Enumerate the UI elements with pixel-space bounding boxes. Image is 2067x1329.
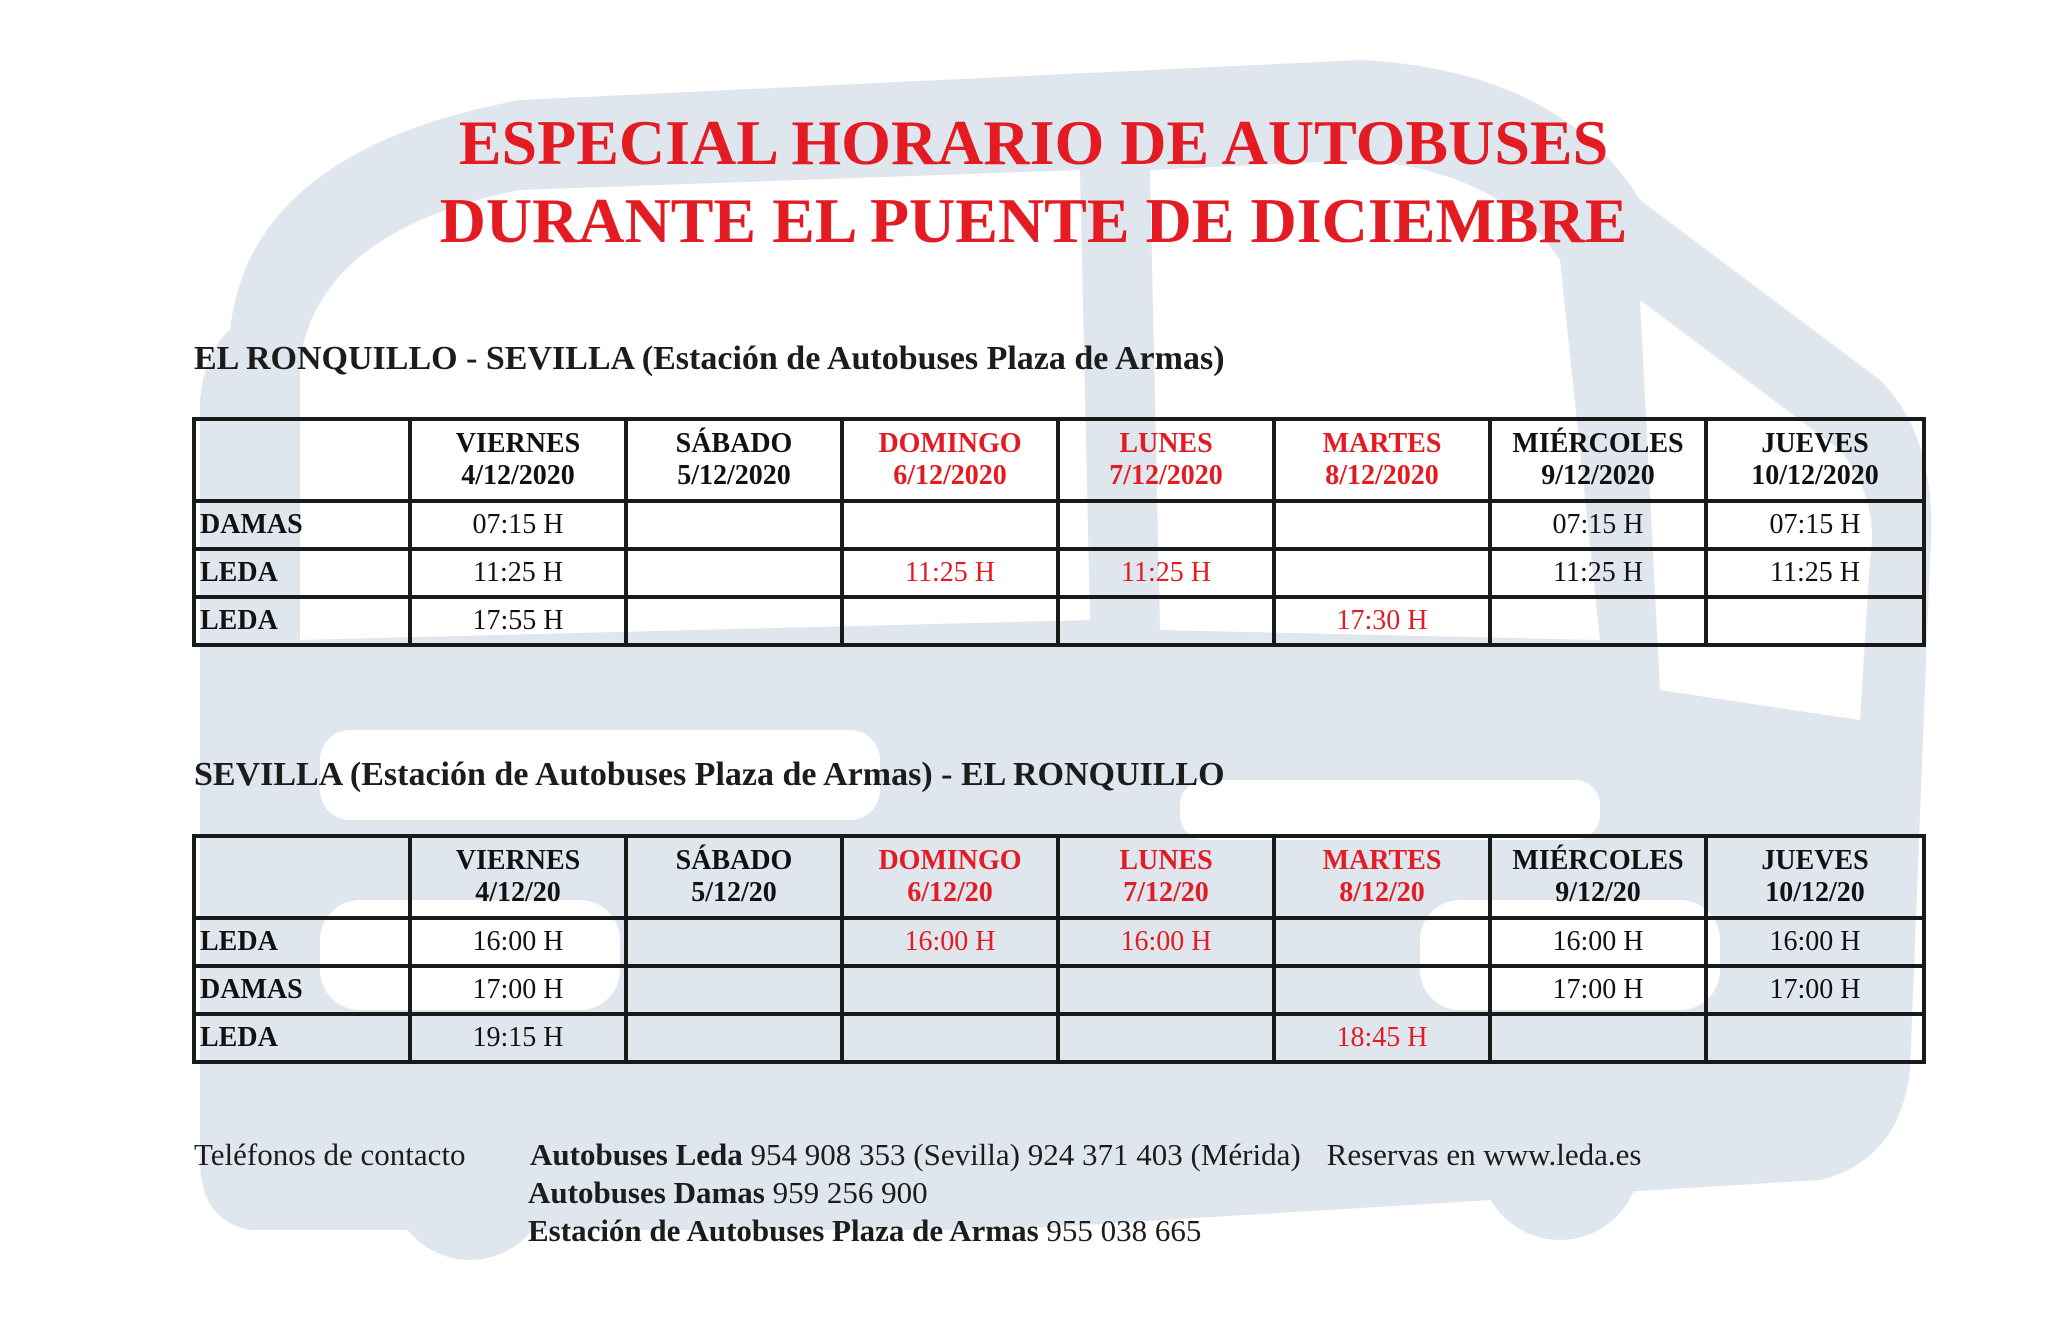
day-header: VIERNES 4/12/2020 [410,419,626,501]
time-cell: 17:55 H [410,597,626,645]
route1-title: EL RONQUILLO - SEVILLA (Estación de Autobuses Plaza de Armas) [194,340,1225,377]
day-header: LUNES 7/12/20 [1058,836,1274,918]
time-cell [626,597,842,645]
time-cell [1706,1014,1924,1062]
time-cell: 16:00 H [842,918,1058,966]
day-header: SÁBADO 5/12/2020 [626,419,842,501]
time-cell: 07:15 H [410,501,626,549]
day-header: JUEVES 10/12/20 [1706,836,1924,918]
title-line-2: DURANTE EL PUENTE DE DICIEMBRE [439,185,1628,256]
time-cell [842,1014,1058,1062]
time-cell: 11:25 H [1706,549,1924,597]
corner-cell [194,419,410,501]
time-cell [1058,501,1274,549]
reservas-link[interactable]: Reservas en www.leda.es [1326,1137,1642,1172]
damas-phone: 959 256 900 [764,1175,928,1210]
time-cell [1490,1014,1706,1062]
contact-estacion [528,1212,1201,1250]
operator-cell: DAMAS [194,501,410,549]
time-cell: 07:15 H [1490,501,1706,549]
time-cell [1058,966,1274,1014]
table-row [194,597,1924,645]
time-cell: 11:25 H [842,549,1058,597]
leda-phones: 954 908 353 (Sevilla) 924 371 403 (Mérida) [742,1137,1301,1172]
route2-schedule-table [192,834,1926,1064]
table-row [194,501,1924,549]
time-cell [1058,1014,1274,1062]
day-header: JUEVES 10/12/2020 [1706,419,1924,501]
damas-name: Autobuses Damas [528,1175,765,1210]
table-header-row [194,419,1924,501]
time-cell [842,597,1058,645]
contact-leda [530,1136,1641,1174]
time-cell: 07:15 H [1706,501,1924,549]
time-cell [1274,501,1490,549]
contact-label: Teléfonos de contacto [194,1137,466,1172]
route1-schedule-table [192,417,1926,647]
time-cell: 19:15 H [410,1014,626,1062]
time-cell [626,501,842,549]
operator-cell: LEDA [194,918,410,966]
table-row [194,549,1924,597]
day-header: LUNES 7/12/2020 [1058,419,1274,501]
time-cell [1274,918,1490,966]
time-cell [842,501,1058,549]
time-cell: 11:25 H [410,549,626,597]
time-cell: 18:45 H [1274,1014,1490,1062]
day-header: MIÉRCOLES 9/12/2020 [1490,419,1706,501]
table-row [194,1014,1924,1062]
time-cell [626,918,842,966]
time-cell [1058,597,1274,645]
table-header-row [194,836,1924,918]
time-cell [1490,597,1706,645]
time-cell [626,1014,842,1062]
operator-cell: LEDA [194,1014,410,1062]
time-cell: 11:25 H [1058,549,1274,597]
time-cell: 17:00 H [1490,966,1706,1014]
leda-name: Autobuses Leda [530,1137,743,1172]
day-header: MARTES 8/12/2020 [1274,419,1490,501]
page-title [0,104,2067,260]
day-header: MARTES 8/12/20 [1274,836,1490,918]
operator-cell: LEDA [194,549,410,597]
time-cell [1274,549,1490,597]
table-row [194,966,1924,1014]
time-cell: 11:25 H [1490,549,1706,597]
operator-cell: LEDA [194,597,410,645]
day-header: DOMINGO 6/12/20 [842,836,1058,918]
day-header: SÁBADO 5/12/20 [626,836,842,918]
table-row [194,918,1924,966]
time-cell: 16:00 H [1706,918,1924,966]
time-cell: 16:00 H [410,918,626,966]
time-cell: 16:00 H [1490,918,1706,966]
estacion-phone: 955 038 665 [1038,1213,1202,1248]
time-cell [626,966,842,1014]
time-cell: 16:00 H [1058,918,1274,966]
time-cell [1706,597,1924,645]
contact-damas [528,1174,928,1212]
corner-cell [194,836,410,918]
operator-cell: DAMAS [194,966,410,1014]
time-cell: 17:00 H [410,966,626,1014]
time-cell [1274,966,1490,1014]
title-line-1: ESPECIAL HORARIO DE AUTOBUSES [458,107,1609,178]
day-header: DOMINGO 6/12/2020 [842,419,1058,501]
time-cell [842,966,1058,1014]
day-header: MIÉRCOLES 9/12/20 [1490,836,1706,918]
day-header: VIERNES 4/12/20 [410,836,626,918]
route2-title: SEVILLA (Estación de Autobuses Plaza de Armas) - EL RONQUILLO [194,756,1225,793]
time-cell [626,549,842,597]
time-cell: 17:00 H [1706,966,1924,1014]
estacion-name: Estación de Autobuses Plaza de Armas [528,1213,1039,1248]
time-cell: 17:30 H [1274,597,1490,645]
